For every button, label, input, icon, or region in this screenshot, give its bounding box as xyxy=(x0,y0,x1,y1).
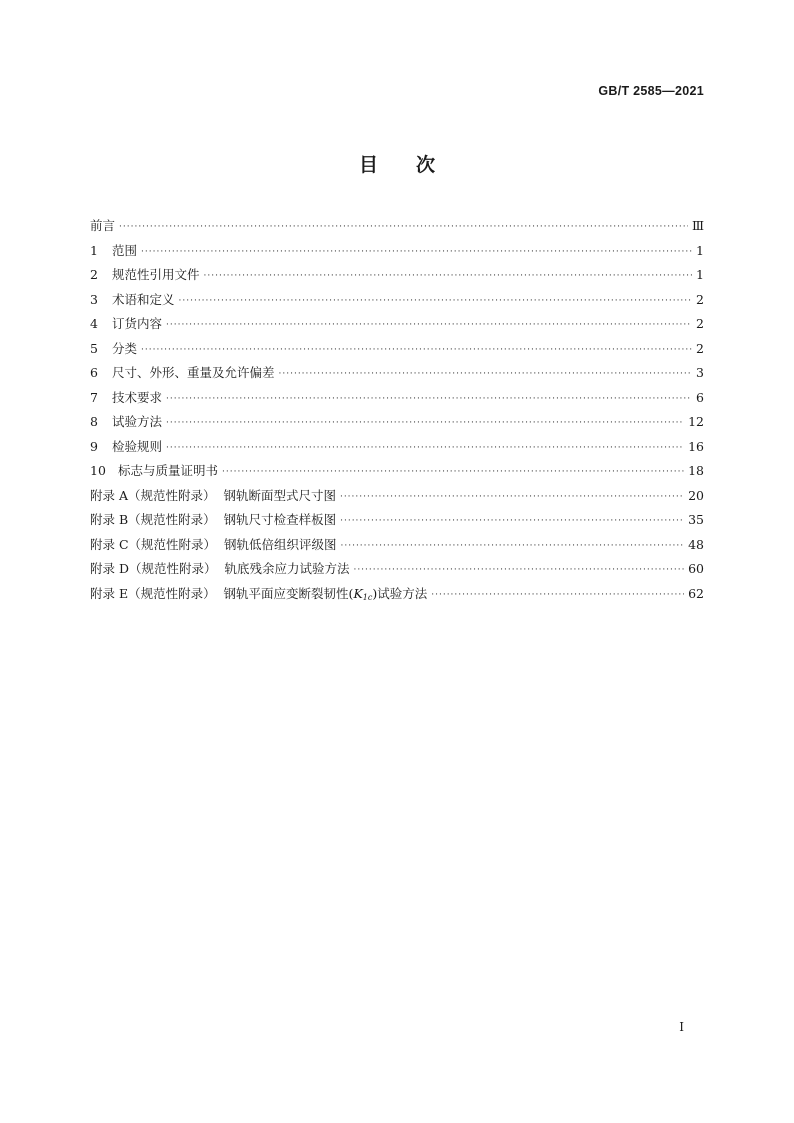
toc-entry-number: 9 xyxy=(90,438,98,454)
toc-entry-label: 附录 A（规范性附录） 钢轨断面型式尺寸图 xyxy=(90,487,336,503)
toc-entry-preface[interactable] xyxy=(90,216,704,241)
toc-entry-page: 48 xyxy=(688,536,704,552)
toc-entry-number: 4 xyxy=(90,316,98,331)
toc-entry-label: 附录 D（规范性附录） 轨底残余应力试验方法 xyxy=(90,561,350,576)
toc-entry-3[interactable] xyxy=(90,290,704,315)
leader-dots xyxy=(166,320,692,330)
leader-dots xyxy=(166,443,684,453)
toc-entry-page: 2 xyxy=(696,340,704,356)
leader-dots xyxy=(340,492,684,502)
toc-entry-label-suffix: )试验方法 xyxy=(372,585,428,601)
toc-entry-label: 标志与质量证明书 xyxy=(118,463,219,478)
toc-entry-8[interactable] xyxy=(90,412,704,437)
leader-dots xyxy=(341,541,685,551)
toc-entry-5[interactable] xyxy=(90,339,704,364)
toc-entry-label: 附录 B（规范性附录） 钢轨尺寸检查样板图 xyxy=(90,512,337,527)
toc-entry-number: 8 xyxy=(90,414,98,429)
toc-entry-appendix-a[interactable] xyxy=(90,486,704,511)
toc-entry-page: 1 xyxy=(696,242,704,258)
toc-title xyxy=(0,150,794,177)
toc-entry-page: 2 xyxy=(696,291,704,307)
toc-entry-label: 技术要求 xyxy=(112,389,163,405)
leader-dots xyxy=(340,516,684,526)
toc-entry-page: 12 xyxy=(688,414,704,429)
toc-entry-page: 6 xyxy=(696,389,704,405)
toc-entry-appendix-d[interactable] xyxy=(90,559,704,584)
toc-entry-7[interactable] xyxy=(90,388,704,413)
standard-code: GB/T 2585—2021 xyxy=(598,84,704,98)
leader-dots xyxy=(179,296,693,306)
toc-entry-page: 20 xyxy=(688,487,704,503)
leader-dots xyxy=(166,418,684,428)
toc-title-left: 目 xyxy=(358,154,378,176)
toc-entry-page: 3 xyxy=(696,365,704,380)
leader-dots xyxy=(353,565,684,575)
leader-dots xyxy=(141,345,692,355)
toc-entry-label: 试验方法 xyxy=(112,414,163,429)
toc-entry-number: 3 xyxy=(90,291,98,307)
toc-entry-page: 35 xyxy=(688,512,704,527)
toc-entry-label xyxy=(90,584,427,602)
toc-entry-label: 分类 xyxy=(112,340,138,356)
toc-entry-number: 5 xyxy=(90,340,98,356)
toc-entry-number: 7 xyxy=(90,389,98,405)
leader-dots xyxy=(279,369,693,379)
toc-entry-label: 尺寸、外形、重量及允许偏差 xyxy=(112,365,275,380)
toc-entry-page: 62 xyxy=(688,585,704,601)
toc-entry-number: 2 xyxy=(90,267,98,282)
toc-entry-label: 附录 C（规范性附录） 钢轨低倍组织评级图 xyxy=(90,536,337,552)
toc-entry-page: 2 xyxy=(696,316,704,331)
toc-entry-number: 1 xyxy=(90,242,98,258)
toc-entry-6[interactable] xyxy=(90,363,704,388)
table-of-contents xyxy=(90,216,704,608)
page-number: I xyxy=(679,1020,684,1034)
leader-dots xyxy=(204,271,693,281)
toc-entry-1[interactable] xyxy=(90,241,704,266)
toc-entry-label: 前言 xyxy=(90,218,116,233)
toc-entry-number: 6 xyxy=(90,365,98,380)
leader-dots xyxy=(431,590,684,600)
symbol-subscript: 1c xyxy=(362,592,373,602)
toc-entry-appendix-e[interactable] xyxy=(90,584,704,609)
toc-entry-number: 10 xyxy=(90,463,106,478)
toc-entry-label: 术语和定义 xyxy=(112,291,175,307)
toc-entry-page: 16 xyxy=(688,438,704,454)
toc-entry-page: 18 xyxy=(688,463,704,478)
toc-entry-page: 1 xyxy=(696,267,704,282)
symbol-k: K xyxy=(353,585,363,601)
toc-entry-page: 60 xyxy=(688,561,704,576)
toc-entry-appendix-c[interactable] xyxy=(90,535,704,560)
toc-entry-page: Ⅲ xyxy=(691,218,704,233)
toc-entry-label: 订货内容 xyxy=(112,316,163,331)
leader-dots xyxy=(141,247,692,257)
toc-entry-9[interactable] xyxy=(90,437,704,462)
toc-entry-appendix-b[interactable] xyxy=(90,510,704,535)
leader-dots xyxy=(166,394,692,404)
toc-entry-2[interactable] xyxy=(90,265,704,290)
toc-entry-label: 范围 xyxy=(112,242,138,258)
leader-dots xyxy=(222,467,684,477)
toc-entry-label: 规范性引用文件 xyxy=(112,267,200,282)
toc-entry-4[interactable] xyxy=(90,314,704,339)
toc-title-right: 次 xyxy=(416,154,436,176)
leader-dots xyxy=(119,222,688,232)
toc-entry-label-prefix: 附录 E（规范性附录） 钢轨平面应变断裂韧性( xyxy=(90,585,354,601)
toc-entry-label: 检验规则 xyxy=(112,438,163,454)
toc-entry-10[interactable] xyxy=(90,461,704,486)
